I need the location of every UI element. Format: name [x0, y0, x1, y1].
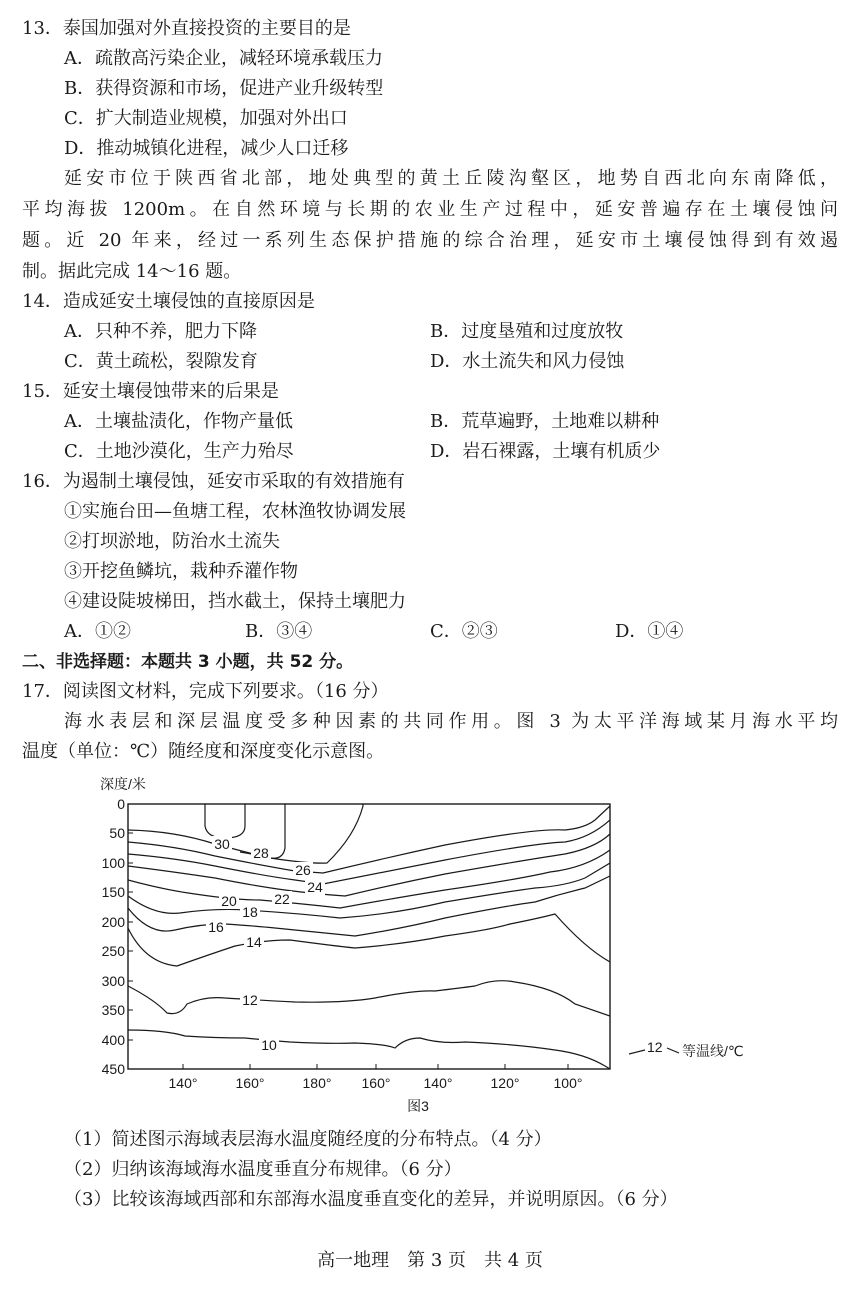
legend-line: [629, 1050, 645, 1054]
q15-option-b: B．荒草遍野，土地难以耕种: [430, 411, 660, 432]
q15-stem: 15．延安土壤侵蚀带来的后果是: [22, 381, 279, 402]
q17-stem: 17．阅读图文材料，完成下列要求。（16 分）: [22, 681, 389, 702]
x-tick-label: 120°: [490, 1075, 520, 1091]
contour-label: 26: [295, 862, 311, 878]
passage1-line: 平均海拔 1200m。在自然环境与长期的农业生产过程中，延安普遍存在土壤侵蚀问: [22, 199, 838, 220]
contour-label: 30: [214, 836, 230, 852]
y-tick-label: 250: [101, 943, 125, 959]
q16-option-a: A．①②: [64, 621, 131, 642]
q14-option-d: D．水土流失和风力侵蚀: [430, 351, 625, 372]
q17-sub-question: （2）归纳该海域海水温度垂直分布规律。（6 分）: [64, 1159, 462, 1180]
y-tick-label: 150: [101, 884, 125, 900]
isotherm-diagram: [95, 768, 775, 1120]
isotherm-16: [128, 876, 610, 936]
x-tick-label: 180°: [302, 1075, 332, 1091]
isotherm-14: [128, 914, 610, 966]
legend-value: 12: [647, 1039, 663, 1055]
q16-option-b: B．③④: [245, 621, 313, 642]
y-tick-label: 50: [109, 825, 125, 841]
contour-label: 16: [208, 919, 224, 935]
x-tick-label: 140°: [168, 1075, 198, 1091]
q14-option-b: B．过度垦殖和过度放牧: [430, 321, 624, 342]
section-heading: 二、非选择题：本题共 3 小题，共 52 分。: [22, 652, 354, 672]
q13-option-b: B．获得资源和市场，促进产业升级转型: [64, 78, 384, 99]
figure-3: [95, 768, 775, 1120]
isotherm-12: [128, 981, 610, 1016]
x-axis: [169, 1064, 583, 1091]
q16-stem: 16．为遏制土壤侵蚀，延安市采取的有效措施有: [22, 471, 405, 492]
contour-label: 12: [242, 992, 258, 1008]
q16-item: ①实施台田—鱼塘工程，农林渔牧协调发展: [64, 501, 406, 522]
q13-option-d: D．推动城镇化进程，减少人口迁移: [64, 138, 349, 159]
y-tick-label: 200: [101, 914, 125, 930]
q16-item: ③开挖鱼鳞坑，栽种乔灌作物: [64, 561, 298, 582]
q14-option-a: A．只种不养，肥力下降: [64, 321, 257, 342]
contour-label: 10: [261, 1037, 277, 1053]
contour-label: 24: [307, 879, 323, 895]
contour-label: 18: [242, 904, 258, 920]
x-tick-label: 160°: [235, 1075, 265, 1091]
page-footer: 高一地理 第 3 页 共 4 页: [317, 1250, 543, 1271]
q16-option-d: D．①④: [615, 621, 684, 642]
isotherm-22: [128, 834, 610, 896]
contour-label: 14: [246, 934, 262, 950]
q15-option-d: D．岩石裸露，土壤有机质少: [430, 441, 661, 462]
q13-option-c: C．扩大制造业规模，加强对外出口: [64, 108, 348, 129]
isotherms: [128, 804, 610, 1069]
x-tick-label: 140°: [423, 1075, 453, 1091]
figure-caption: 图3: [407, 1098, 429, 1114]
passage1-line: 延安市位于陕西省北部，地处典型的黄土丘陵沟壑区，地势自西北向东南降低，: [64, 168, 838, 189]
q17-sub-question: （1）简述图示海域表层海水温度随经度的分布特点。（4 分）: [64, 1129, 552, 1150]
y-tick-label: 400: [101, 1032, 125, 1048]
q17-passage-line: 海水表层和深层温度受多种因素的共同作用。图 3 为太平洋海域某月海水平均: [64, 711, 838, 732]
q15-option-a: A．土壤盐渍化，作物产量低: [64, 411, 293, 432]
isotherm-30: [205, 804, 245, 838]
y-tick-label: 450: [101, 1061, 125, 1077]
legend-line: [667, 1048, 679, 1053]
contour-label: 20: [221, 893, 237, 909]
q13-stem: 13．泰国加强对外直接投资的主要目的是: [22, 18, 351, 39]
q16-item: ②打坝淤地，防治水土流失: [64, 531, 280, 552]
y-tick-label: 0: [117, 796, 125, 812]
q16-option-c: C．②③: [430, 621, 498, 642]
q17-passage-line: 温度（单位：℃）随经度和深度变化示意图。: [22, 741, 385, 762]
y-axis-title: 深度/米: [100, 776, 146, 792]
legend-text: 等温线/℃: [682, 1043, 744, 1059]
isotherm-10: [128, 1030, 610, 1069]
q16-item: ④建设陡坡梯田，挡水截土，保持土壤肥力: [64, 591, 406, 612]
x-tick-label: 100°: [553, 1075, 583, 1091]
contour-label: 28: [253, 845, 269, 861]
q15-option-c: C．土地沙漠化，生产力殆尽: [64, 441, 294, 462]
plot-frame: [128, 804, 610, 1069]
q14-option-c: C．黄土疏松，裂隙发育: [64, 351, 258, 372]
legend: [629, 1039, 744, 1059]
q14-stem: 14．造成延安土壤侵蚀的直接原因是: [22, 291, 315, 312]
passage1-line: 题。近 20 年来，经过一系列生态保护措施的综合治理，延安市土壤侵蚀得到有效遏: [22, 230, 838, 251]
contour-label: 22: [274, 891, 290, 907]
q13-option-a: A．疏散高污染企业，减轻环境承载压力: [64, 48, 383, 69]
y-tick-label: 350: [101, 1002, 125, 1018]
q17-sub-question: （3）比较该海域西部和东部海水温度垂直变化的差异，并说明原因。（6 分）: [64, 1189, 678, 1210]
x-tick-label: 160°: [361, 1075, 391, 1091]
y-tick-label: 100: [101, 855, 125, 871]
passage1-line: 制。据此完成 14～16 题。: [22, 261, 242, 282]
y-tick-label: 300: [101, 973, 125, 989]
